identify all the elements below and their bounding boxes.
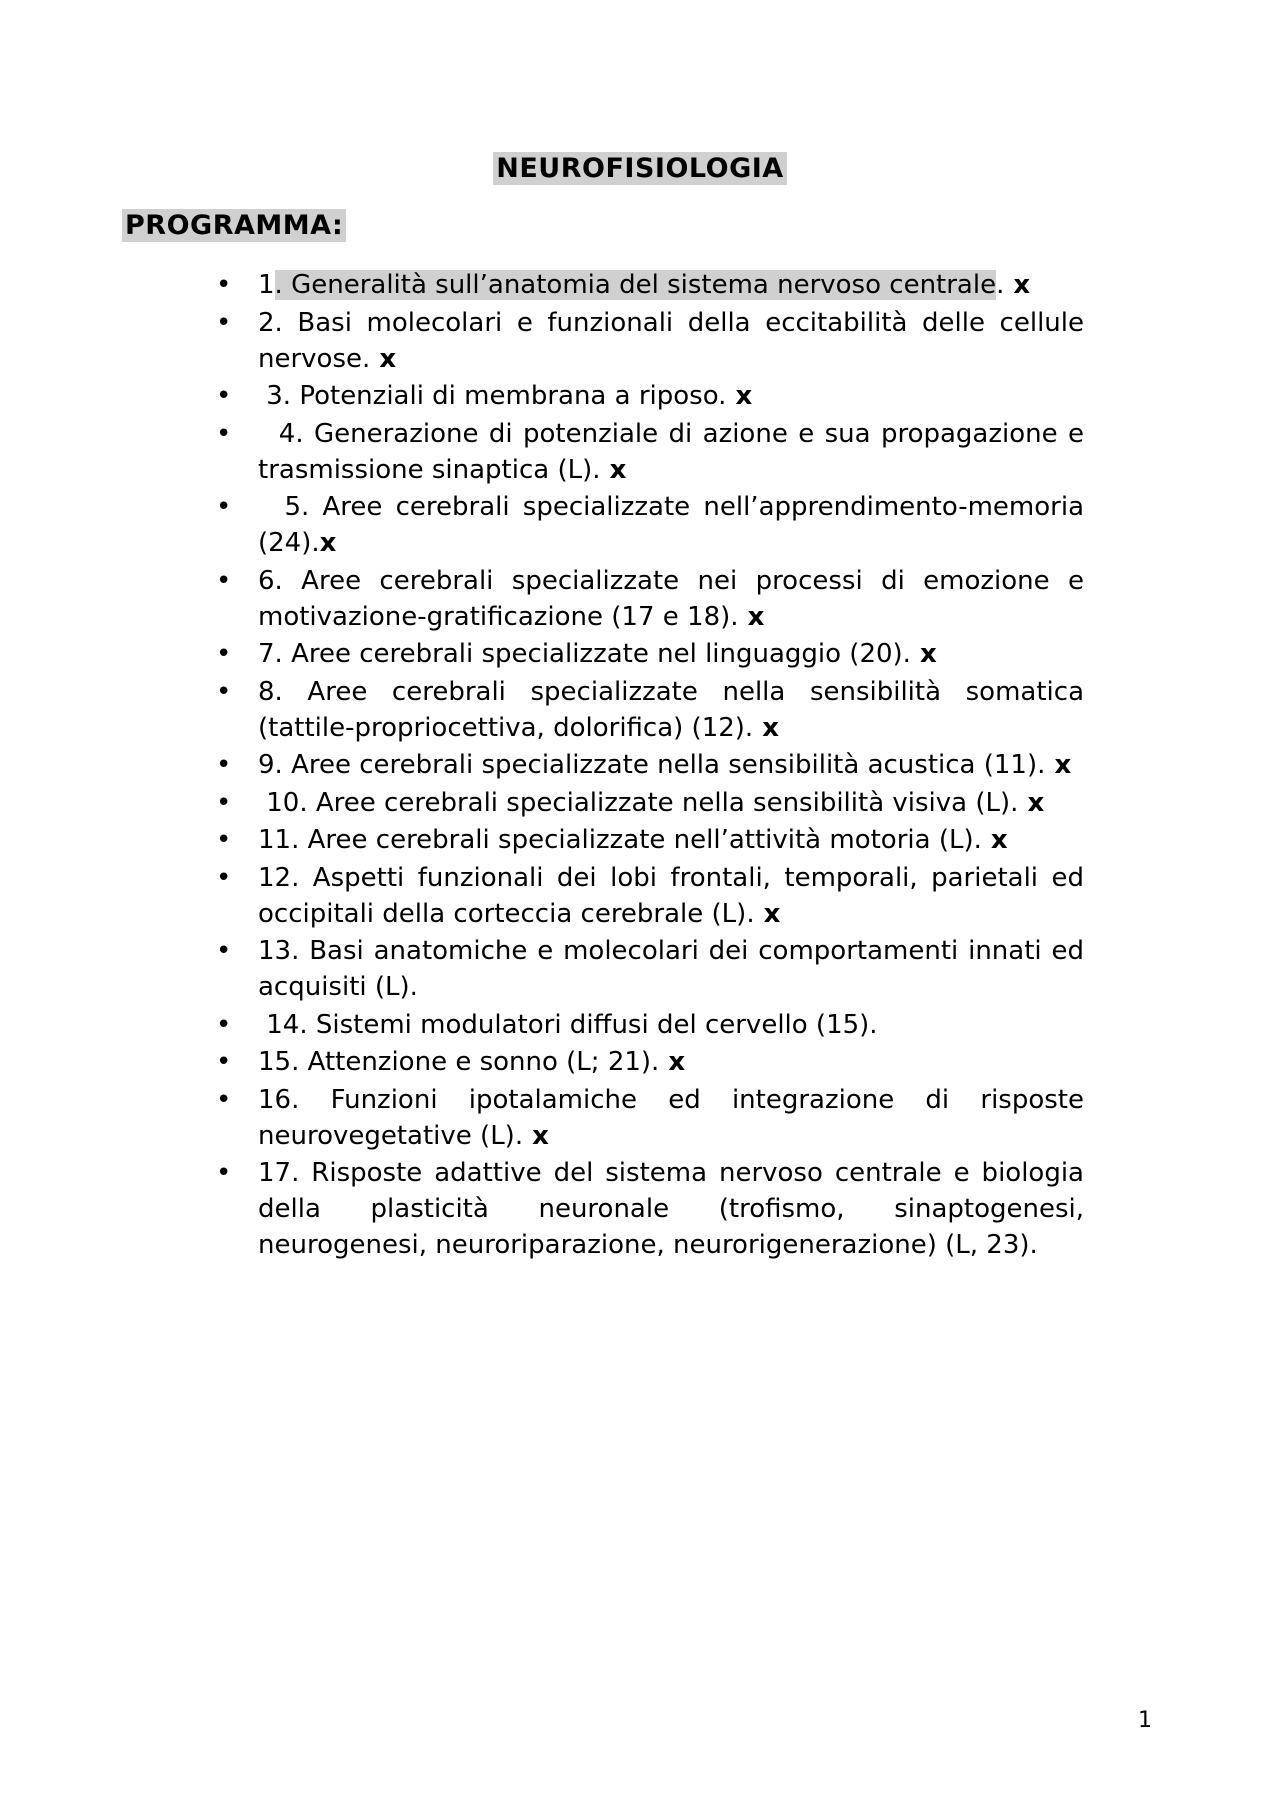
list-item [258, 860, 1084, 932]
check-mark: x [1045, 750, 1072, 780]
item-text: . [996, 270, 1005, 300]
check-mark: x [600, 454, 627, 485]
item-text: 16. Funzioni ipotalamiche ed integrazione di risposte neurovegetative (L). [258, 1084, 1084, 1151]
item-text: 13. Basi anatomiche e molecolari dei comportamenti innati ed acquisiti (L). [258, 936, 1084, 1002]
item-text: 12. Aspetti funzionali dei lobi frontali, temporali, parietali ed occipitali della corteccia cerebrale (L). [258, 862, 1084, 929]
list-item [258, 267, 1084, 303]
item-text: 9. Aree cerebrali specializzate nella sensibilità acustica (11). [258, 750, 1046, 780]
document-title-text: NEUROFISIOLOGIA [493, 152, 786, 185]
item-text: 10. Aree cerebrali specializzate nella sensibilità visiva (L). [258, 787, 1019, 818]
item-text: 7. Aree cerebrali specializzate nel linguaggio (20). [258, 639, 911, 669]
item-text: 2. Basi molecolari e funzionali della eccitabilità delle cellule nervose. [258, 307, 1084, 374]
list-item [258, 1007, 1084, 1043]
check-mark: x [659, 1047, 686, 1077]
list-item [258, 933, 1084, 1005]
item-text: 4. Generazione di potenziale di azione e sua propagazione e trasmissione sinaptica (L). [258, 418, 1093, 485]
list-item [258, 674, 1084, 746]
item-text: 8. Aree cerebrali specializzate nella sensibilità somatica (tattile-propriocettiva, dolorifica) (12). [258, 676, 1084, 743]
list-item [258, 416, 1093, 488]
list-item [258, 747, 1084, 783]
item-text: 3. Potenziali di membrana a riposo. [258, 381, 727, 411]
check-mark: x [370, 343, 397, 374]
list-item [258, 1155, 1084, 1263]
item-text: 6. Aree cerebrali specializzate nei processi di emozione e motivazione-gratificazione (17 e 18). [258, 565, 1084, 632]
page-number: 1 [1138, 1708, 1152, 1733]
highlighted-text: . Generalità sull’anatomia del sistema nervoso centrale [274, 270, 997, 300]
list-item [258, 563, 1084, 635]
document-title [0, 153, 1280, 184]
list-item [258, 1082, 1084, 1154]
section-heading-text: PROGRAMMA: [122, 209, 346, 242]
list-item [258, 489, 1093, 561]
check-mark: x [319, 528, 337, 558]
check-mark: x [738, 601, 765, 632]
check-mark: x [1004, 270, 1031, 300]
list-item [258, 305, 1084, 377]
list-item [258, 636, 1084, 672]
list-item [258, 822, 1084, 858]
item-text: 17. Risposte adattive del sistema nervoso centrale e biologia della plasticità neuronale (trofismo, sinaptogenesi, neurogenesi, neuroriparazione, neurorigenerazione) (L, 23). [258, 1158, 1084, 1260]
item-lead: 1 [258, 270, 275, 300]
check-mark: x [1018, 787, 1045, 818]
check-mark: x [754, 898, 781, 929]
item-text: 15. Attenzione e sonno (L; 21). [258, 1047, 660, 1077]
item-text: 14. Sistemi modulatori diffusi del cervello (15). [258, 1009, 878, 1040]
list-item [258, 378, 1084, 414]
program-list [258, 267, 1093, 1265]
check-mark: x [726, 381, 753, 411]
list-item [258, 785, 1084, 821]
check-mark: x [523, 1120, 549, 1151]
check-mark: x [981, 825, 1008, 855]
list-item [258, 1044, 1084, 1080]
check-mark: x [753, 712, 780, 743]
item-text: 11. Aree cerebrali specializzate nell’attività motoria (L). [258, 825, 982, 855]
check-mark: x [910, 639, 937, 669]
section-heading [122, 210, 346, 241]
item-text: 5. Aree cerebrali specializzate nell’apprendimento-memoria (24). [258, 492, 1093, 558]
